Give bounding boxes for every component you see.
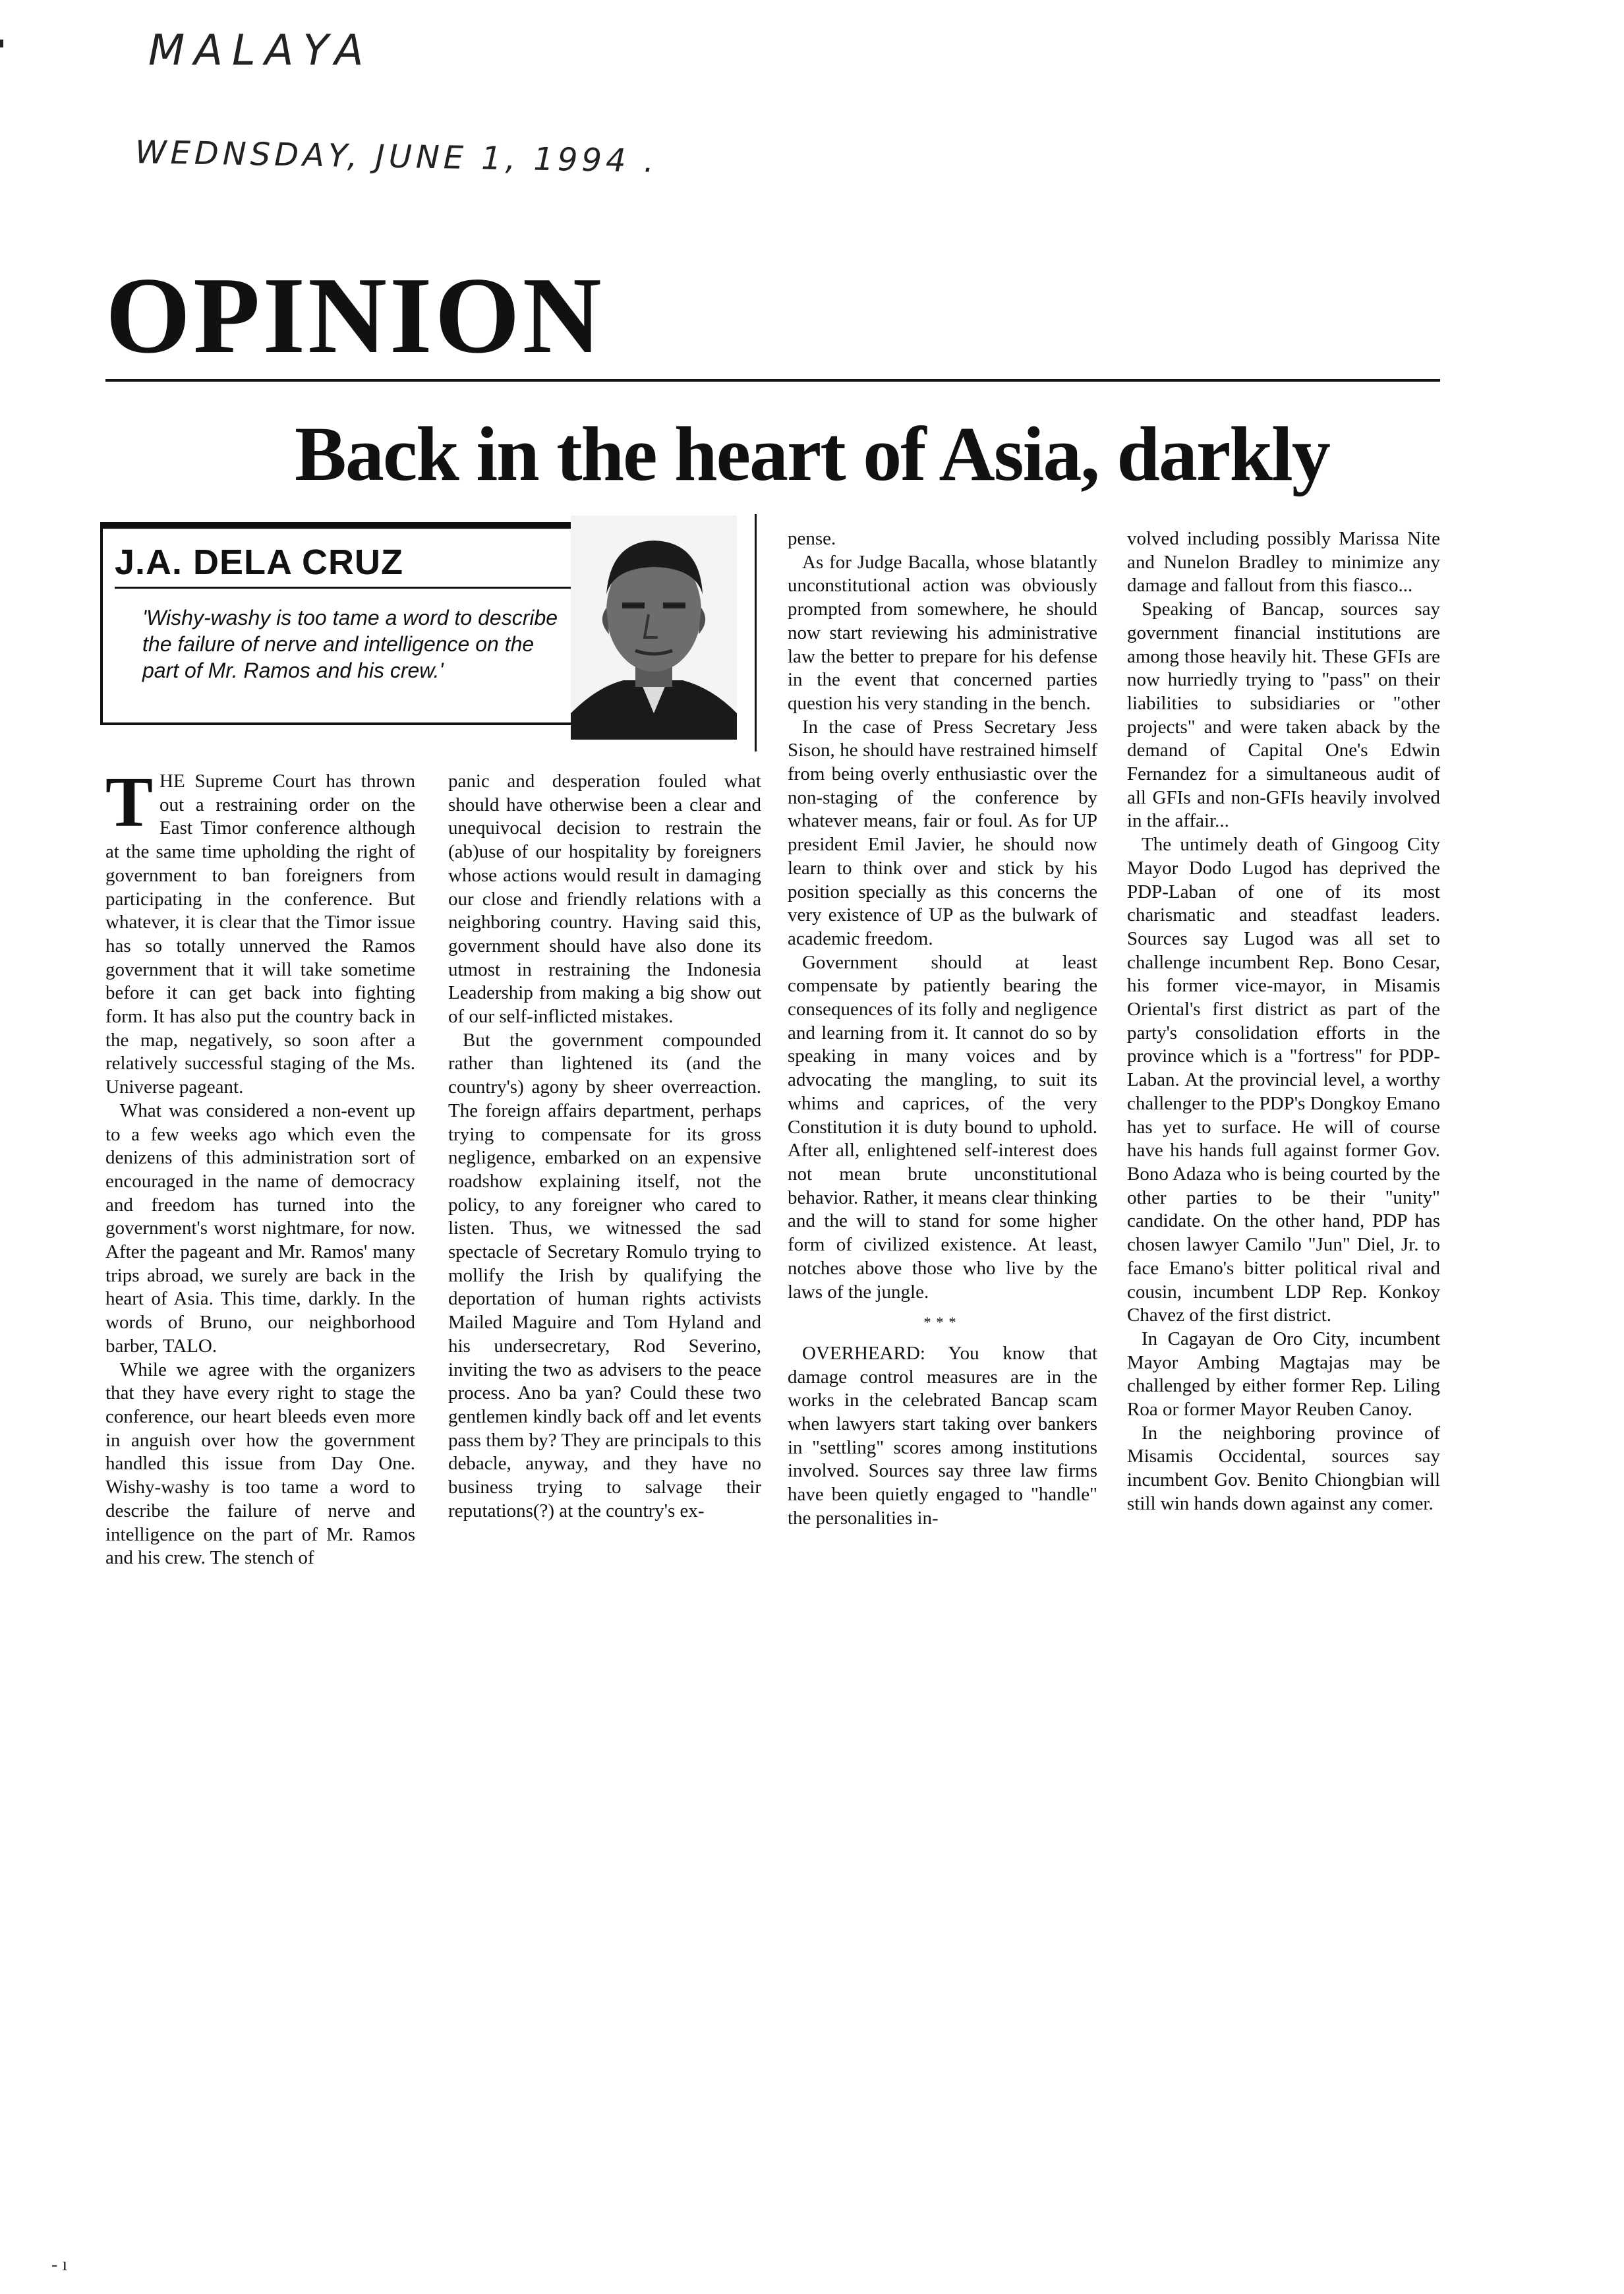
- article-paragraph: Government should at least compensate by patiently bearing the consequences of its folly and negligence and learning from it. It cannot do so by speaking in many voices and by advocating the mangling, to suit its whims and caprices, of the very Constitution it is duty bound to uphold. After all, enlightened self-interest does not mean brute unconstitutional behavior. Rather, it means clear thinking and the will to stand for some higher form of civilized existence. At least, notches above those who live by the laws of the jungle.: [788, 951, 1097, 1303]
- byline-rule: [115, 587, 573, 589]
- article-paragraph: In the neighboring province of Misamis Occidental, sources say incumbent Gov. Benito Chiongbian will still win hands down against any comer.: [1127, 1422, 1440, 1514]
- article-paragraph: But the government compounded rather than lightened its (and the country's) agony by sheer overreaction. The foreign affairs department, perhaps trying to compensate for its gross negligence, embarked on an expensive roadshow explaining itself, not the policy, to any foreigner who cared to listen. Thus, we witnessed the sad spectacle of Secretary Romulo trying to mollify the Irish by qualifying the deportation of human rights activists Mailed Maguire and Tom Hyland and his undersecretary, Rod Severino, inviting the two as advisers to the peace process. Ano ba yan? Could these two gentlemen kindly back off and let events pass them by? They are principals to this debacle, anyway, and they have no business trying to salvage their reputations(?) at the country's ex-: [448, 1029, 761, 1521]
- article-paragraph: volved including possibly Marissa Nite and Nunelon Bradley to minimize any damage and fallout from this fiasco...: [1127, 528, 1440, 597]
- article-paragraph: panic and desperation fouled what should have otherwise been a clear and unequivocal decision to restrain the (ab)use of our hospitality by foreigners whose actions would result in damaging our close and friendly relations with a neighboring country. Having said this, government should have also done its utmost in restraining the Indonesia Leadership from making a big show out of our self-inflicted mistakes.: [448, 771, 761, 1028]
- article-column-3: [788, 527, 1097, 1531]
- author-photo: [571, 515, 737, 740]
- article-paragraph: The untimely death of Gingoog City Mayor Dodo Lugod has deprived the PDP-Laban of one of its most charismatic and steadfast leaders. Sources say Lugod was all set to challenge incumbent Rep. Bono Cesar, his former vice-mayor, in Misamis Oriental's first district as part of the party's consolidation efforts in the province which is a "fortress" for PDP-Laban. At the provincial level, a worthy challenger to the PDP's Dongkoy Emano has yet to surface. He will of course have his hands full against former Gov. Bono Adaza who is being courted by the other parties to be their "unity" candidate. On the other hand, PDP has chosen lawyer Camilo "Jun" Diel, Jr. to face Emano's bitter political rival and cousin, incumbent LDP Rep. Konkoy Chavez of the first district.: [1127, 834, 1440, 1326]
- article-paragraph: In the case of Press Secretary Jess Sison, he should have restrained himself from being overly enthusiastic over the non-staging of the conference by whatever means, fair or foul. As for UP president Emil Javier, he should now learn to think over and stick by his position specially as this concerns the very existence of UP as the bulwark of academic freedom.: [788, 716, 1097, 949]
- article-column-4: [1127, 527, 1440, 1516]
- handwritten-paper-name: MALAYA: [148, 26, 373, 75]
- headline: Back in the heart of Asia, darkly: [295, 411, 1329, 497]
- drop-cap: T: [105, 763, 154, 842]
- article-paragraph: While we agree with the organizers that they have every right to stage the conference, our heart bleeds even more in anguish over how the government handled this issue from Day One. Wishy-washy is too tame a word to describe the failure of nerve and intelligence on the part of Mr. Ramos and his crew. The stench of: [105, 1359, 415, 1569]
- article-paragraph: What was considered a non-event up to a few weeks ago which even the denizens of this administration sort of encouraged in the name of democracy and freedom has turned into the government's worst nightmare, for now. After the pageant and Mr. Ramos' many trips abroad, we surely are back in the heart of Asia. This time, darkly. In the words of Bruno, our neighborhood barber, TALO.: [105, 1100, 415, 1357]
- article-column-1: [105, 763, 415, 1570]
- article-paragraph: pense.: [788, 528, 836, 549]
- column-divider: [755, 514, 757, 751]
- handwritten-date: WEDNSDAY, JUNE 1, 1994 .: [134, 134, 658, 180]
- article-paragraph: As for Judge Bacalla, whose blatantly unconstitutional action was obviously prompted from somewhere, he should now start reviewing his administrative law the better to prepare for his defense in the event that concerned parties question his very standing in the bench.: [788, 551, 1097, 714]
- author-name: J.A. DELA CRUZ: [115, 543, 404, 582]
- article-column-2: [448, 770, 761, 1523]
- scan-edge-mark: [0, 40, 3, 47]
- section-title: OPINION: [105, 254, 604, 376]
- byline-box: [100, 522, 588, 725]
- article-paragraph: Speaking of Bancap, sources say government financial institutions are among those heavily hit. These GFIs are now hurriedly trying to "pass" on their liabilities to subsidiaries or "other projects" and were taken aback by the demand of Capital One's Edwin Fernandez for a simultaneous audit of all GFIs and non-GFIs heavily involved in the affair...: [1127, 599, 1440, 832]
- section-rule: [105, 379, 1440, 382]
- article-paragraph: THE Supreme Court has thrown out a restraining order on the East Timor conference although at the same time upholding the right of government to ban foreigners from participating in the conference. But whatever, it is clear that the Timor issue has so totally unnerved the Ramos government that it will take sometime before it can get back into fighting form. It has also put the country back in the map, negatively, so soon after a relatively successful staging of the Ms. Universe pageant.: [105, 763, 415, 1098]
- section-break-stars: ***: [923, 1314, 962, 1331]
- article-paragraph: In Cagayan de Oro City, incumbent Mayor Ambing Magtajas may be challenged by either former Rep. Liling Roa or former Mayor Reuben Canoy.: [1127, 1328, 1440, 1421]
- article-paragraph: OVERHEARD: You know that damage control measures are in the works in the celebrated Bancap scam when lawyers start taking over bankers in "settling" scores among institutions involved. Sources say three law firms have been quietly engaged to "handle" the personalities in-: [788, 1342, 1097, 1529]
- scan-corner-mark: - ı: [51, 2254, 68, 2275]
- author-portrait-image: [571, 515, 737, 740]
- pull-quote: 'Wishy-washy is too tame a word to describe the failure of nerve and intelligence on the part of Mr. Ramos and his crew.': [142, 606, 558, 682]
